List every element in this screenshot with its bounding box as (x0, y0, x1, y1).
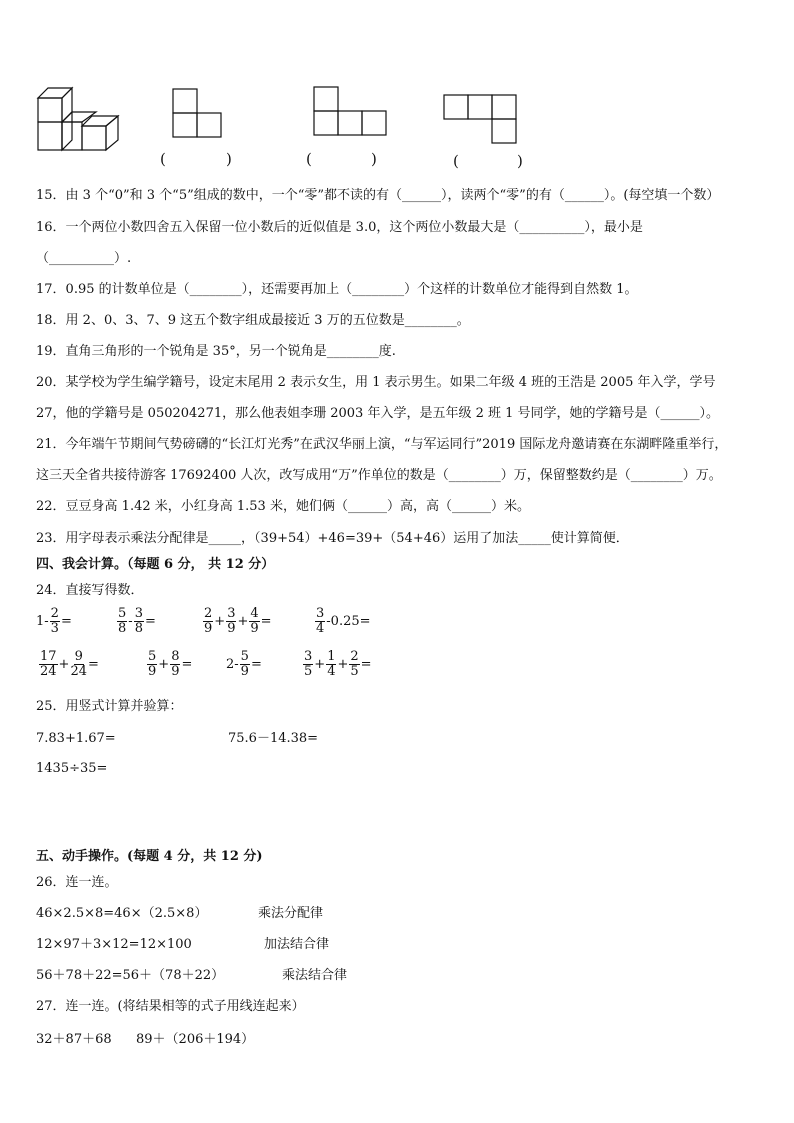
question-20-line1: 20．某学校为学生编学籍号，设定末尾用 2 表示女生，用 1 表示男生。如果二年级 4 班的王浩是 2005 年入学，学号 (36, 375, 716, 390)
cube-stack-figure (36, 84, 126, 156)
q26-left-1: 46×2.5×8=46×（2.5×8） (36, 906, 208, 921)
answer-paren-1-close: ) (226, 150, 232, 168)
answer-paren-1-open: ( (160, 150, 166, 168)
q27-expr-a: 32＋87＋68 (36, 1032, 112, 1047)
answer-paren-2-close: ) (371, 150, 377, 168)
question-20-line2: 27，他的学籍号是 050204271，那么他表姐李珊 2003 年入学，是五年级 2 班 1 号同学，她的学籍号是（______）。 (36, 406, 720, 421)
question-26: 26．连一连。 (36, 875, 118, 890)
answer-paren-3-open: ( (453, 152, 459, 170)
question-16-line1: 16．一个两位小数四舍五入保留一位小数后的近似值是 3.0，这个两位小数最大是（__________），最小是 (36, 220, 643, 235)
calc-expr-6: $\frac{5}{9}$ + $\frac{8}{9}$ = (148, 649, 193, 679)
calc-expr-4: $\frac{3}{4}$ -0.25= (316, 606, 371, 636)
calc-expr-1: 1- $\frac{2}{3}$ = (36, 606, 72, 636)
q26-left-3: 56＋78＋22=56＋（78＋22） (36, 968, 225, 983)
question-21-line1: 21．今年端午节期间气势磅礴的“长江灯光秀”在武汉华丽上演，“与军运同行”2019 国际龙舟邀请赛在东湖畔隆重举行， (36, 437, 728, 452)
calc-expr-3: $\frac{2}{9}$ + $\frac{3}{9}$ + $\frac{4}{9}$ = (204, 606, 272, 636)
question-16-line2: （__________）. (36, 251, 132, 266)
question-25: 25．用竖式计算并验算： (36, 699, 183, 714)
question-15: 15．由 3 个“0”和 3 个“5”组成的数中，一个“零”都不读的有（______），读两个“零”的有（______）。(每空填一个数） (36, 188, 720, 203)
calc-expr-5: $\frac{17}{24}$ + $\frac{9}{24}$ = (40, 649, 99, 679)
question-25-expr-3: 1435÷35= (36, 761, 108, 776)
question-19: 19．直角三角形的一个锐角是 35°，另一个锐角是________度. (36, 344, 396, 359)
q26-left-2: 12×97＋3×12=12×100 (36, 937, 192, 952)
question-27: 27．连一连。(将结果相等的式子用线连起来） (36, 999, 305, 1014)
question-25-expr-2: 75.6－14.38= (228, 731, 319, 746)
section-4-heading: 四、我会计算。（每题 6 分， 共 12 分） (36, 557, 275, 572)
question-25-expr-1: 7.83+1.67= (36, 731, 116, 746)
view-figure-2 (313, 86, 389, 136)
question-18: 18．用 2、0、3、7、9 这五个数字组成最接近 3 万的五位数是________。 (36, 313, 470, 328)
calc-expr-2: $\frac{5}{8}$ - $\frac{3}{8}$ = (118, 606, 156, 636)
view-figure-3 (443, 94, 521, 144)
question-17: 17．0.95 的计数单位是（________），还需要再加上（________）个这样的计数单位才能得到自然数 1。 (36, 282, 638, 297)
view-figure-1 (172, 88, 224, 138)
calc-expr-7: 2- $\frac{5}{9}$ = (226, 649, 262, 679)
question-22: 22．豆豆身高 1.42 米，小红身高 1.53 米，她们俩（______）高，高（______）米。 (36, 499, 530, 514)
q26-right-2: 加法结合律 (264, 937, 330, 952)
answer-paren-3-close: ) (517, 152, 523, 170)
question-23: 23．用字母表示乘法分配律是_____，（39+54）+46=39+（54+46）运用了加法_____使计算简便． (36, 531, 629, 546)
answer-paren-2-open: ( (306, 150, 312, 168)
q26-right-1: 乘法分配律 (258, 906, 324, 921)
question-24: 24．直接写得数． (36, 583, 144, 598)
question-21-line2: 这三天全省共接待游客 17692400 人次，改写成用“万”作单位的数是（________）万，保留整数约是（________）万。 (36, 468, 722, 483)
q27-expr-b: 89＋（206＋194） (136, 1032, 255, 1047)
calc-expr-8: $\frac{3}{5}$ + $\frac{1}{4}$ + $\frac{2}{5}$ = (304, 649, 372, 679)
q26-right-3: 乘法结合律 (282, 968, 348, 983)
section-5-heading: 五、动手操作。(每题 4 分，共 12 分) (36, 849, 263, 864)
